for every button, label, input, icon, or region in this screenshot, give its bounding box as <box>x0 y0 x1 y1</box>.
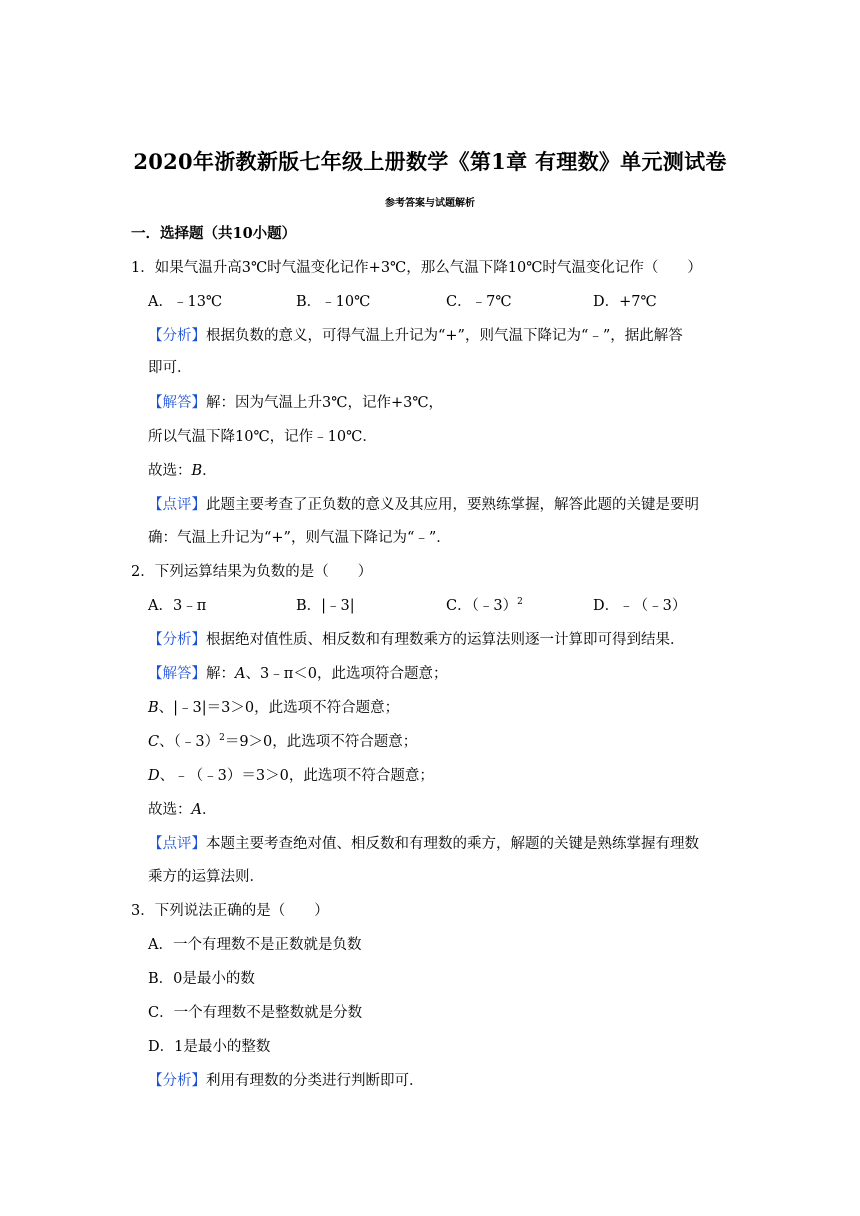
page-title: 2020年浙教新版七年级上册数学《第1章 有理数》单元测试卷 <box>133 149 727 174</box>
analysis-tag: 【分析】 <box>148 1073 206 1089</box>
comment-tag: 【点评】 <box>148 497 206 513</box>
q2-analysis-text: 根据绝对值性质、相反数和有理数乘方的运算法则逐一计算即可得到结果． <box>206 632 685 648</box>
q3-option-a: A．一个有理数不是正数就是负数 <box>148 937 362 953</box>
q2-comment-cont: 乘方的运算法则． <box>148 869 264 885</box>
q2-stem: 2．下列运算结果为负数的是（ ） <box>131 564 373 580</box>
q1-answer-text: 解：因为气温上升3℃，记作+3℃， <box>206 395 444 411</box>
q1-option-a: A．﹣13℃ <box>148 294 223 310</box>
q2-option-a: A．3﹣π <box>148 598 207 614</box>
q2-answer-prefix: 解： <box>206 666 235 682</box>
q2-option-c <box>446 596 523 616</box>
q1-option-d: D．+7℃ <box>593 294 657 310</box>
q2-line-b-letter: B <box>148 700 159 716</box>
analysis-tag: 【分析】 <box>148 328 206 344</box>
comment-tag: 【点评】 <box>148 836 206 852</box>
q2-answer-final <box>148 800 216 820</box>
q3-stem: 3．下列说法正确的是（ ） <box>131 903 329 919</box>
choice-letter: A <box>191 802 202 818</box>
choice-prefix: 故选： <box>148 802 192 818</box>
q3-analysis-text: 利用有理数的分类进行判断即可． <box>206 1073 424 1089</box>
q2-line-d-letter: D <box>148 768 160 784</box>
q2-line-c-letter: C <box>148 734 160 750</box>
q1-stem: 1．如果气温升高3℃时气温变化记作+3℃，那么气温下降10℃时气温变化记作（ ） <box>131 260 702 276</box>
q2-option-d: D．﹣（﹣3） <box>593 598 687 614</box>
q2-answer <box>148 664 447 684</box>
q1-comment-cont: 确：气温上升记为“+”，则气温下降记为“﹣”． <box>148 530 451 546</box>
q1-answer-final <box>148 461 217 481</box>
q1-answer-line2: 所以气温下降10℃，记作﹣10℃． <box>148 429 377 445</box>
q3-option-c: C．一个有理数不是整数就是分数 <box>148 1005 363 1021</box>
q1-analysis-cont: 即可． <box>148 360 192 376</box>
q2-option-b: B．|﹣3| <box>296 598 355 614</box>
answer-tag: 【解答】 <box>148 666 206 682</box>
section-heading: 一．选择题（共10小题） <box>131 225 297 242</box>
q2-line-b-text: 、|﹣3|＝3＞0，此选项不符合题意； <box>158 700 400 716</box>
q2-line-c-base: 、（﹣3） <box>159 734 220 750</box>
q1-comment-text: 此题主要考查了正负数的意义及其应用，要熟练掌握，解答此题的关键是要明 <box>206 497 699 513</box>
q1-option-c: C．﹣7℃ <box>446 294 512 310</box>
q2-answer-line-b <box>148 698 399 718</box>
q2-answer-rest: 、3﹣π＜0，此选项符合题意； <box>245 666 448 682</box>
q2-line-d-text: 、﹣（﹣3）＝3＞0，此选项不符合题意； <box>159 768 434 784</box>
choice-suffix: ． <box>201 802 217 818</box>
q2-line-c-text: ＝9＞0，此选项不符合题意； <box>224 734 418 750</box>
q1-answer <box>148 393 443 413</box>
answer-tag: 【解答】 <box>148 395 206 411</box>
q2-comment <box>148 834 699 854</box>
q2-comment-text: 本题主要考查绝对值、相反数和有理数的乘方，解题的关键是熟练掌握有理数 <box>206 836 699 852</box>
choice-letter: B <box>191 463 203 479</box>
q1-comment <box>148 495 699 515</box>
q3-option-d: D．1是最小的整数 <box>148 1039 271 1055</box>
q3-option-b: B．0是最小的数 <box>148 971 255 987</box>
choice-prefix: 故选： <box>148 463 192 479</box>
q2-analysis <box>148 630 685 650</box>
page-subtitle: 参考答案与试题解析 <box>385 198 475 209</box>
choice-suffix: ． <box>202 463 217 479</box>
q2-option-c-base: C．（﹣3） <box>446 598 518 614</box>
analysis-tag: 【分析】 <box>148 632 206 648</box>
q3-analysis <box>148 1071 424 1091</box>
q1-analysis <box>148 326 683 346</box>
q2-answer-line-c <box>148 732 417 752</box>
q2-option-c-exponent: 2 <box>517 597 523 608</box>
q1-option-b: B．﹣10℃ <box>296 294 371 310</box>
q1-analysis-text: 根据负数的意义，可得气温上升记为“+”，则气温下降记为“﹣”，据此解答 <box>206 328 683 344</box>
q2-answer-letter: A <box>235 666 246 682</box>
q2-answer-line-d <box>148 766 434 786</box>
q2-line-c-exponent: 2 <box>219 733 225 744</box>
